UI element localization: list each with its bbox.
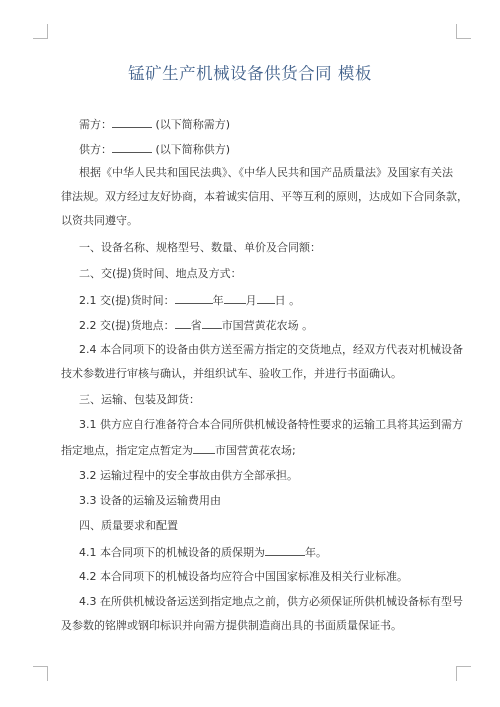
clause-2-1-label: 2.1 交(提)货时间： <box>79 294 175 307</box>
clause-3-1-prefix: 指定地点，指定定点暂定为 <box>61 444 193 457</box>
year-label: 年 <box>212 294 224 307</box>
buyer-label: 需方： <box>79 118 112 131</box>
clause-3-1-suffix: 市国营黄花农场; <box>215 444 296 457</box>
clause-2-2 <box>79 317 313 333</box>
clause-3-1-line-2 <box>61 442 296 458</box>
clause-2-4-line-2: 技术参数进行审核与确认，并组织试车、验收工作，并进行书面确认。 <box>61 367 402 380</box>
intro-line-2: 律法规。双方经过友好协商，本着诚实信用、平等互利的原则，达成如下合同条款， <box>61 190 468 203</box>
supplier-label: 供方： <box>79 143 112 156</box>
clause-3-2: 3.2 运输过程中的安全事故由供方全部承担。 <box>79 469 298 482</box>
day-label: 日 。 <box>274 294 301 307</box>
section-1-heading: 一、设备名称、规格型号、数量、单价及合同额： <box>79 241 321 254</box>
buyer-line <box>79 116 230 132</box>
buyer-note: (以下简称需方) <box>155 118 231 131</box>
month-label: 月 <box>245 294 257 307</box>
delivery-year-blank[interactable] <box>175 292 213 304</box>
clause-4-1-label: 4.1 本合同项下的机械设备的质保期为 <box>79 546 265 559</box>
clause-4-1 <box>79 544 327 560</box>
warranty-years-blank[interactable] <box>265 544 305 556</box>
delivery-province-blank[interactable] <box>175 317 191 329</box>
clause-4-3-line-1: 4.3 在所供机械设备运送到指定地点之前，供方必须保证所供机械设备标有型号 <box>79 595 463 608</box>
intro-line-3: 以资共同遵守。 <box>61 214 138 227</box>
clause-2-1 <box>79 292 300 308</box>
designated-city-blank[interactable] <box>193 442 215 454</box>
clause-2-2-label: 2.2 交(提)货地点： <box>79 319 175 332</box>
province-label: 省 <box>190 319 202 332</box>
page-corner-mark-top-left <box>33 24 48 39</box>
supplier-blank[interactable] <box>112 141 152 153</box>
section-3-heading: 三、运输、包装及卸货： <box>79 393 200 406</box>
buyer-blank[interactable] <box>112 116 152 128</box>
intro-line-1: 根据《中华人民共和国民法典》、《中华人民共和国产品质量法》及国家有关法 <box>79 166 453 179</box>
clause-4-1-suffix: 年。 <box>305 546 327 559</box>
page-corner-mark-top-right <box>456 24 471 39</box>
clause-4-2: 4.2 本合同项下的机械设备均应符合中国国家标准及相关行业标准。 <box>79 570 408 583</box>
clause-2-2-suffix: 市国营黄花农场 。 <box>221 319 314 332</box>
section-4-heading: 四、质量要求和配置 <box>79 519 178 532</box>
delivery-month-blank[interactable] <box>224 292 246 304</box>
section-2-heading: 二、交(提)货时间、地点及方式： <box>79 267 242 280</box>
document-title: 锰矿生产机械设备供货合同 模板 <box>128 64 372 83</box>
clause-2-4-line-1: 2.4 本合同项下的设备由供方送至需方指定的交货地点，经双方代表对机械设备 <box>79 343 463 356</box>
page-corner-mark-bottom-left <box>33 666 48 681</box>
clause-4-3-line-2: 及参数的铭牌或钢印标识并向需方提供制造商出具的书面质量保证书。 <box>61 619 402 632</box>
clause-3-3: 3.3 设备的运输及运输费用由 <box>79 494 221 507</box>
supplier-note: (以下简称供方) <box>155 143 231 156</box>
supplier-line <box>79 141 230 157</box>
clause-3-1-line-1: 3.1 供方应自行准备符合本合同所供机械设备特性要求的运输工具将其运到需方 <box>79 418 463 431</box>
delivery-day-blank[interactable] <box>257 292 275 304</box>
delivery-city-blank[interactable] <box>202 317 222 329</box>
page-corner-mark-bottom-right <box>456 666 471 681</box>
